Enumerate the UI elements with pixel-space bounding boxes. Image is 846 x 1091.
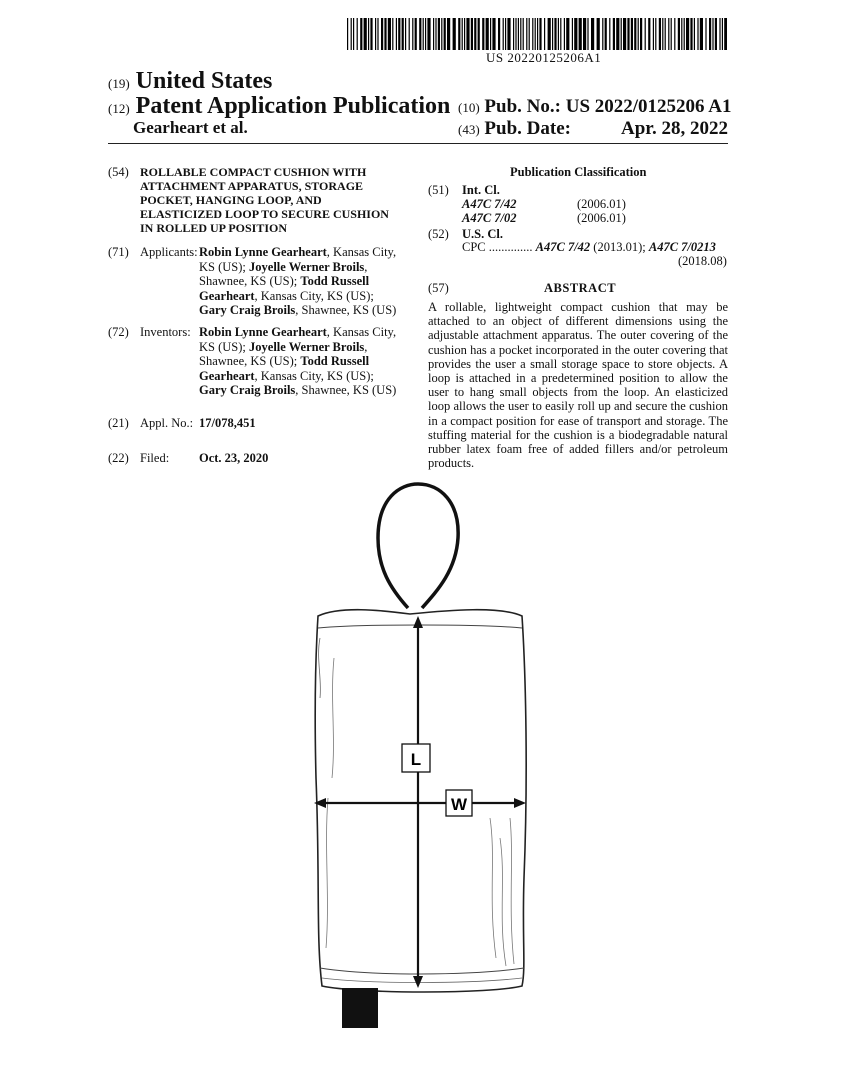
inventors-label: Inventors: — [140, 325, 191, 339]
code-22: (22) — [108, 451, 129, 465]
applicant-loc: , Kansas City, — [326, 245, 397, 259]
code-21: (21) — [108, 416, 129, 430]
cpc-dots: .............. — [488, 240, 533, 254]
applicant-sep: , — [364, 259, 368, 274]
cpc-code: A47C 7/0213 — [648, 240, 716, 254]
pub-type: Patent Application Publication — [135, 93, 451, 119]
cushion-drawing — [300, 478, 540, 1038]
applicant-name: Gary Craig Broils — [199, 303, 296, 317]
code-72: (72) — [108, 325, 129, 339]
appl-no-value: 17/078,451 — [199, 416, 256, 430]
width-label: W — [450, 795, 468, 814]
code-19: (19) — [108, 76, 130, 91]
pub-no-line — [458, 96, 731, 118]
invention-title — [140, 165, 410, 235]
inventor-loc: KS (US); — [199, 339, 250, 354]
title-line: IN ROLLED UP POSITION — [140, 221, 288, 235]
barcode-number: US 20220125206A1 — [486, 50, 602, 65]
inventor-loc: , Kansas City, KS (US); — [254, 368, 374, 383]
code-43: (43) — [458, 122, 480, 137]
int-cl-year: (2006.01) — [577, 197, 626, 211]
pub-no-value: US 2022/0125206 A1 — [565, 96, 732, 117]
title-line: ATTACHMENT APPARATUS, STORAGE — [140, 179, 364, 193]
appl-no-label: Appl. No.: — [140, 416, 194, 430]
inventor-loc: Shawnee, KS (US); — [199, 354, 301, 368]
applicant-loc: Shawnee, KS (US); — [199, 274, 301, 288]
applicants-list — [199, 245, 409, 318]
pub-date-label: Pub. Date: — [484, 118, 571, 139]
code-57: (57) — [428, 281, 449, 295]
int-cl-code: A47C 7/02 — [462, 211, 517, 225]
pub-date-line — [458, 118, 728, 140]
hanging-loop — [378, 484, 458, 608]
inventor-name: Gary Craig Broils — [199, 383, 296, 397]
cpc-year: (2018.08) — [678, 254, 727, 268]
int-cl-code: A47C 7/42 — [462, 197, 517, 211]
int-cl-label: Int. Cl. — [462, 183, 500, 197]
us-cl-label: U.S. Cl. — [462, 227, 503, 241]
inventors-list — [199, 325, 409, 398]
inventor-short: Gearheart et al. — [133, 118, 248, 137]
inventor-loc: , Kansas City, — [326, 325, 397, 339]
title-line: POCKET, HANGING LOOP, AND — [140, 193, 322, 207]
pub-date-value: Apr. 28, 2022 — [621, 118, 728, 139]
inventor-name: Robin Lynne Gearheart — [199, 325, 327, 339]
country: United States — [135, 68, 273, 94]
header-rule — [108, 143, 728, 144]
cpc-code: A47C 7/42 — [535, 240, 591, 254]
code-10: (10) — [458, 100, 480, 115]
inventor-name: Todd Russell — [300, 354, 370, 368]
abstract-text: A rollable, lightweight compact cushion that may be attached to an object of different dimensions using the adjustable attachment apparatus. The outer covering of the cushion has a pocket incorporated in the outer covering that provides the user a small storage space to store objects. A loop is attached in a predetermined position to allow the user to hang small objects from the loop. An elasticized loop allows the user to easily roll up and secure the cushion in a compact position for ease of transport and storage. The stuffing material for the cushion is a biodegradable natural rubber latex foam free of added fillers and/or petroleum products. — [428, 300, 728, 471]
cushion-outline — [315, 610, 526, 992]
inventor-name: Joyelle Werner Broils — [249, 339, 365, 354]
applicant-name: Todd Russell — [300, 274, 370, 288]
applicant-name: Joyelle Werner Broils — [249, 259, 365, 274]
cpc-label: CPC — [462, 240, 486, 254]
applicant-name: Robin Lynne Gearheart — [199, 245, 327, 259]
pub-type-line — [108, 93, 450, 120]
applicant-loc: , Shawnee, KS (US) — [295, 303, 397, 317]
code-51: (51) — [428, 183, 449, 197]
applicant-loc: , Kansas City, KS (US); — [254, 288, 374, 303]
length-label: L — [410, 750, 422, 769]
country-line — [108, 68, 272, 95]
abstract-title: ABSTRACT — [544, 281, 617, 295]
applicant-loc: KS (US); — [199, 259, 250, 274]
cpc-line — [462, 240, 716, 255]
inventor-loc: , Shawnee, KS (US) — [295, 383, 397, 397]
inventor-name: Gearheart — [199, 368, 255, 383]
code-52: (52) — [428, 227, 449, 241]
pub-class-title: Publication Classification — [510, 165, 647, 179]
inventor-sep: , — [364, 339, 368, 354]
attachment-strap — [342, 988, 378, 1028]
applicants-label: Applicants: — [140, 245, 198, 259]
title-line: ROLLABLE COMPACT CUSHION WITH — [140, 165, 367, 179]
title-line: ELASTICIZED LOOP TO SECURE CUSHION — [140, 207, 389, 221]
cpc-year: (2013.01); — [590, 240, 649, 254]
filed-value: Oct. 23, 2020 — [199, 451, 269, 465]
int-cl-year: (2006.01) — [577, 211, 626, 225]
code-54: (54) — [108, 165, 129, 179]
barcode — [347, 18, 727, 50]
pub-no-label: Pub. No.: — [484, 96, 561, 117]
code-71: (71) — [108, 245, 129, 259]
code-12: (12) — [108, 101, 130, 116]
filed-label: Filed: — [140, 451, 170, 465]
applicant-name: Gearheart — [199, 288, 255, 303]
